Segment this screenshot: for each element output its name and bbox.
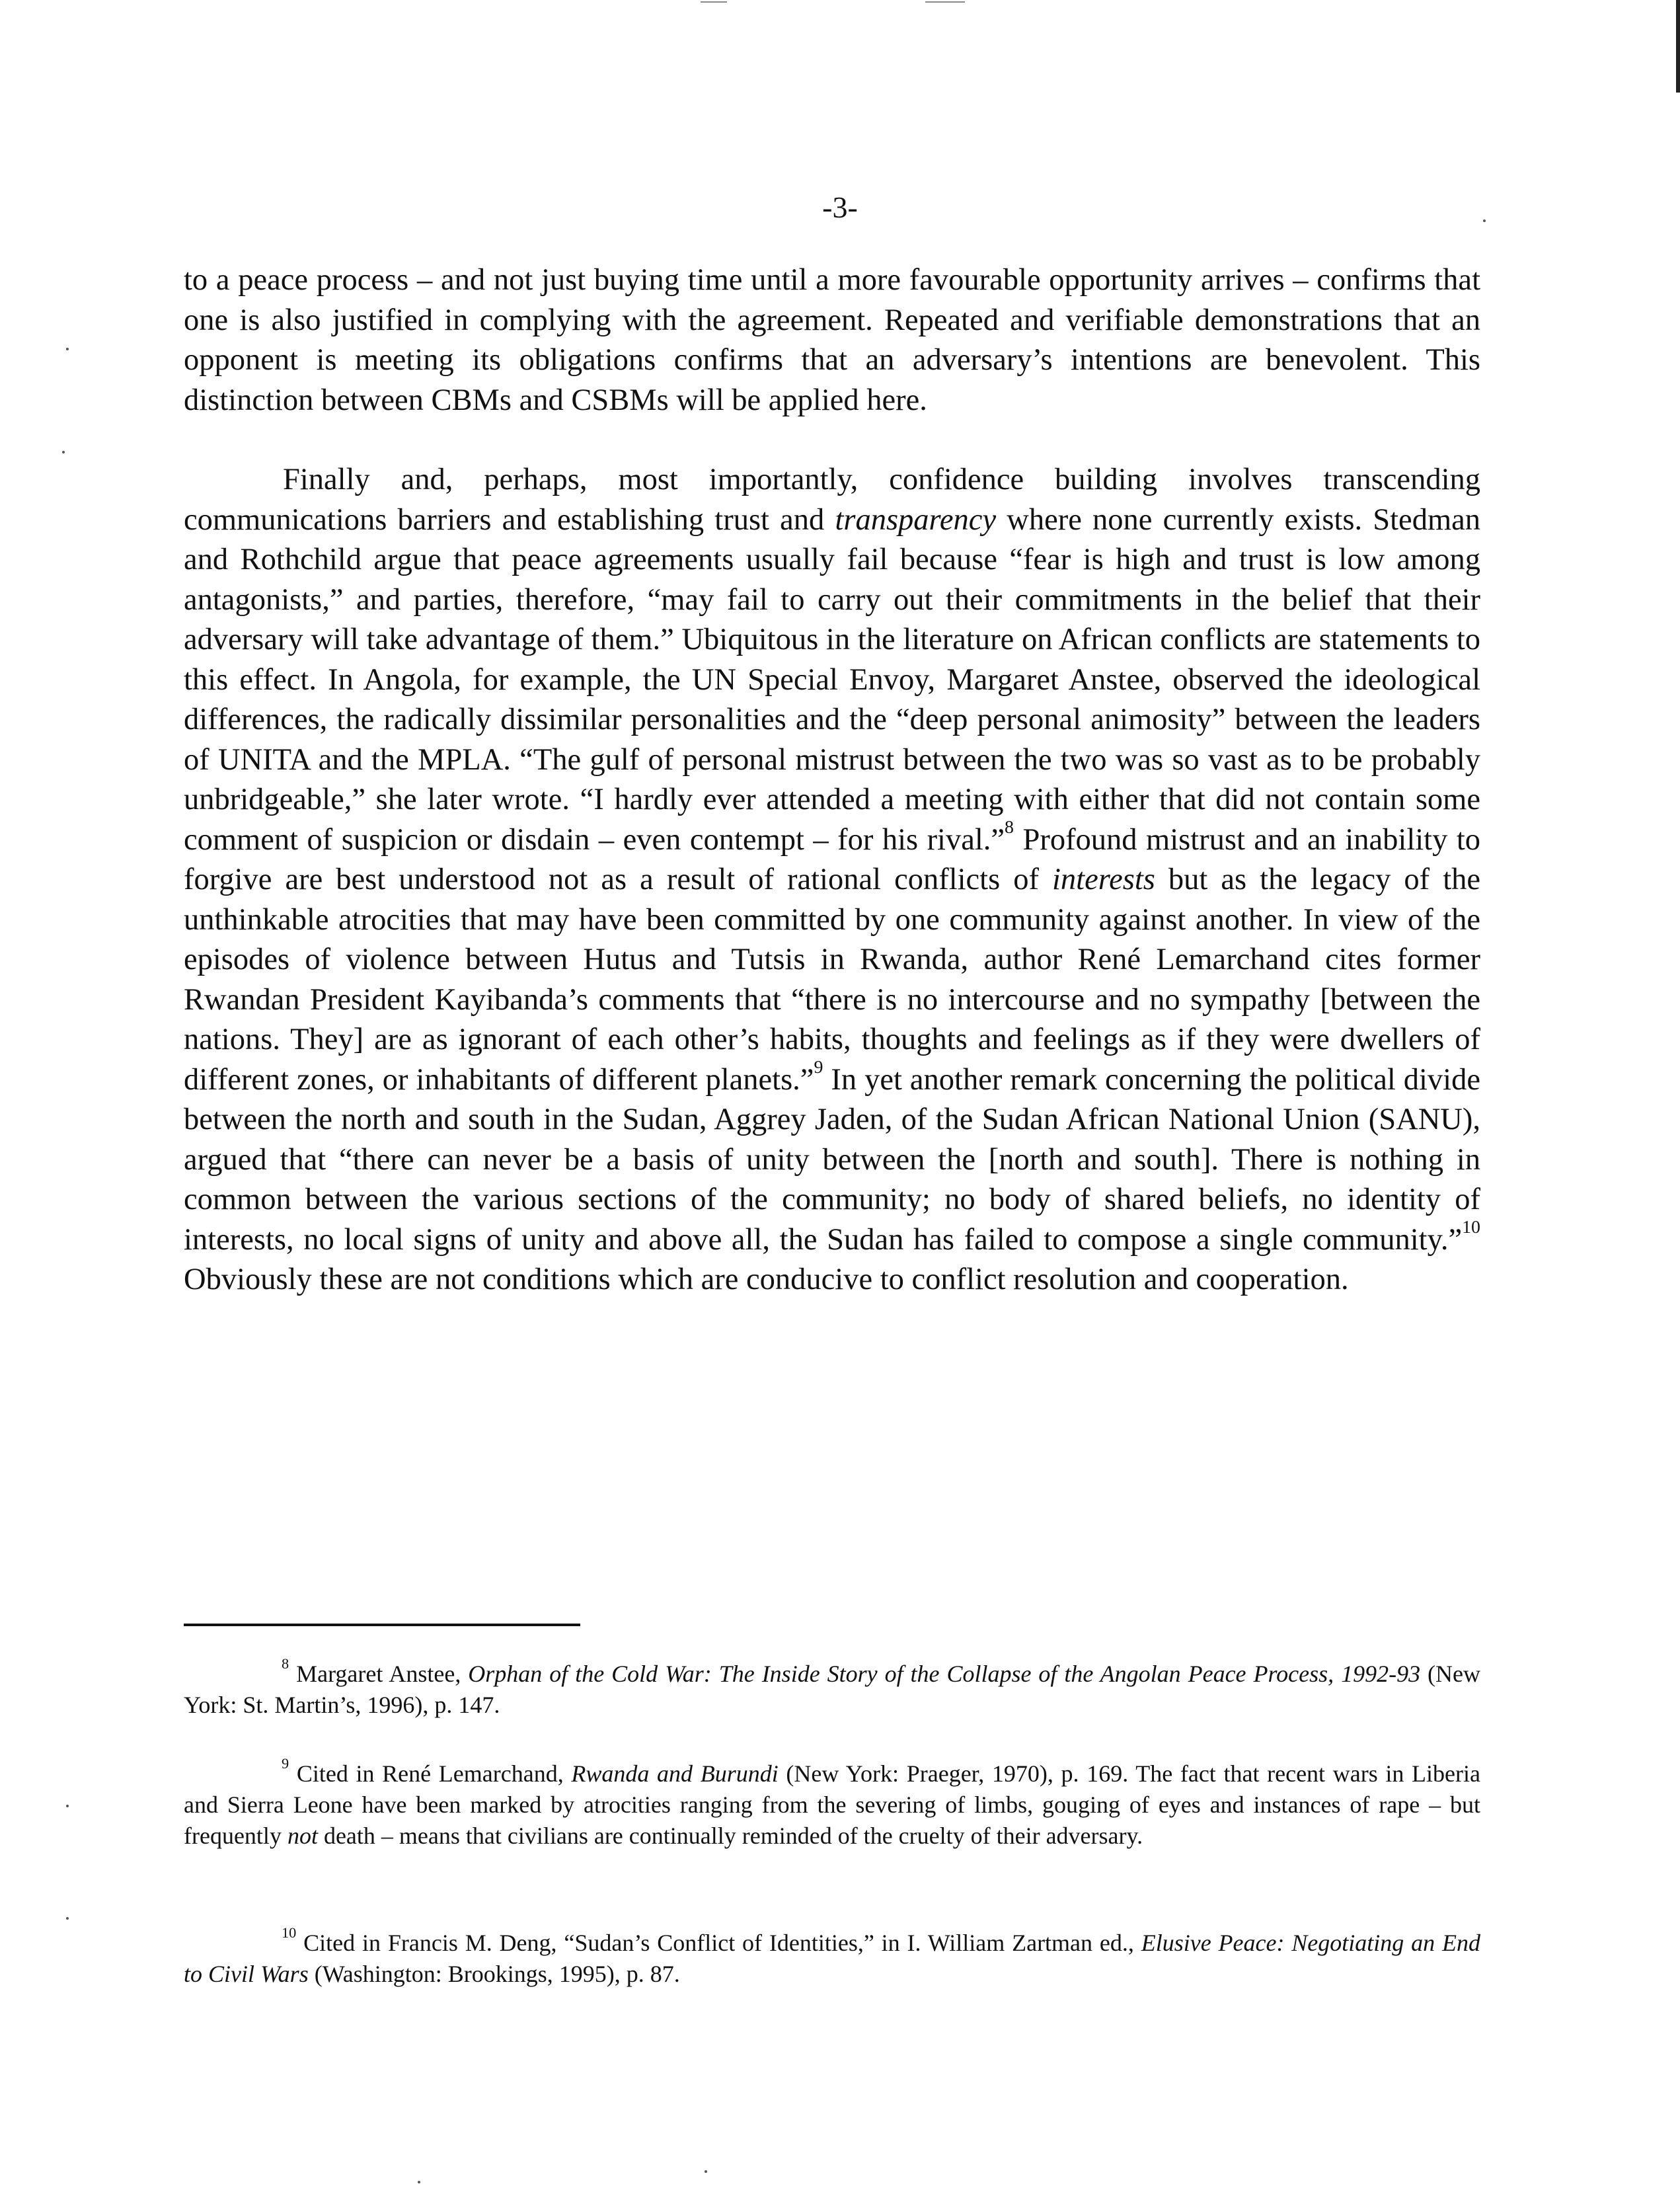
italic-term: transparency: [835, 502, 997, 537]
paragraph-text: but as the legacy of the unthinkable atrocities that may have been committed by one community against another. In view of the episodes of violence between Hutus and Tutsis in Rwanda, author René Lemarchand cites former Rwandan President Kayibanda’s comments that “there is no intercourse and no sympathy [between the nations. They] are as ignorant of each other’s habits, thoughts and feelings as if they were dwellers of different zones, or inhabitants of different planets.”: [184, 863, 1480, 1097]
paragraph-text: Obviously these are not conditions which are conducive to conflict resolution and cooperation.: [184, 1263, 1349, 1296]
scan-speck: [705, 2170, 707, 2173]
footnote-ref: 10: [1462, 1216, 1480, 1237]
footnote-text: (New York: St. Martin’s, 1996), p. 147.: [184, 1661, 1480, 1718]
footnote-emphasis: not: [287, 1823, 318, 1849]
footnote-ref: 8: [1005, 816, 1014, 838]
footnote-title: Elusive Peace: Negotiating an End to Civil Wars: [184, 1930, 1480, 1987]
footnote-text: death – means that civilians are continually reminded of the cruelty of their adversary.: [317, 1823, 1143, 1849]
scan-speck: [66, 1917, 69, 1920]
footnote-text: (New York: Praeger, 1970), p. 169. The fact that recent wars in Liberia and Sierra Leone have been marked by atrocities ranging from the severing of limbs, gouging of eyes and instances of rape – but frequently: [184, 1760, 1480, 1849]
paragraph-text: where none currently exists. Stedman and Rothchild argue that peace agreements usually fail because “fear is high and trust is low among antagonists,” and parties, therefore, “may fail to carry out their commitments in the belief that their adversary will take advantage of them.” Ubiquitous in the literature on African conflicts are statements to this effect. In Angola, for example, the UN Special Envoy, Margaret Anstee, observed the ideological differences, the radically dissimilar personalities and the “deep personal animosity” between the leaders of UNITA and the MPLA. “The gulf of personal mistrust between the two was so vast as to be probably unbridgeable,” she later wrote. “I hardly ever attended a meeting with either that did not contain some comment of suspicion or disdain – even contempt – for his rival.”: [184, 502, 1481, 857]
body-paragraph-1: [184, 260, 1480, 420]
scan-speck: [66, 348, 69, 350]
paragraph-text: Profound mistrust and an inability to forgive are best understood not as a result of rational conflicts of: [184, 822, 1480, 896]
footnote-title: Rwanda and Burundi: [571, 1760, 779, 1787]
footnote-8: [184, 1655, 1480, 1721]
italic-term: interests: [1052, 863, 1155, 896]
footnote-number: 8: [282, 1655, 289, 1672]
footnote-text: Cited in Francis M. Deng, “Sudan’s Conflict of Identities,” in I. William Zartman ed.,: [296, 1930, 1141, 1956]
footnote-text: (Washington: Brookings, 1995), p. 87.: [308, 1961, 680, 1987]
footnote-ref: 9: [814, 1056, 823, 1078]
paragraph-text: to a peace process – and not just buying time until a more favourable opportunity arrives – confirms that one is also justified in complying with the agreement. Repeated and verifiable demonstrations that an opponent is meeting its obligations confirms that an adversary’s intentions are benevolent. This distinction between CBMs and CSBMs will be applied here.: [184, 263, 1480, 417]
scan-edge-line: [1676, 0, 1680, 93]
scan-speck: [66, 1805, 69, 1807]
scan-mark: [925, 1, 965, 3]
footnote-text: Cited in René Lemarchand,: [289, 1760, 572, 1787]
body-paragraph-2: [184, 460, 1480, 1300]
scan-speck: [418, 2181, 420, 2183]
footnote-number: 9: [282, 1754, 289, 1772]
footnote-number: 10: [282, 1924, 297, 1941]
scan-speck: [62, 451, 65, 453]
footnote-9: [184, 1754, 1480, 1852]
footnote-title: Orphan of the Cold War: The Inside Story of the Collapse of the Angolan Peace Process, 1992-93: [468, 1661, 1421, 1687]
scan-mark: [701, 1, 727, 3]
footnote-separator: [184, 1624, 580, 1626]
footnote-text: Margaret Anstee,: [289, 1661, 469, 1687]
page-number: -3-: [822, 190, 858, 224]
paragraph-text: Finally and, perhaps, most importantly, confidence building involves transcending communications barriers and establishing trust and: [184, 463, 1480, 537]
footnote-10: [184, 1924, 1480, 1990]
paragraph-text: In yet another remark concerning the political divide between the north and south in the Sudan, Aggrey Jaden, of the Sudan African National Union (SANU), argued that “there can never be a basis of unity between the [north and south]. There is nothing in common between the various sections of the community; no body of shared beliefs, no identity of interests, no local signs of unity and above all, the Sudan has failed to compose a single community.”: [184, 1062, 1480, 1257]
